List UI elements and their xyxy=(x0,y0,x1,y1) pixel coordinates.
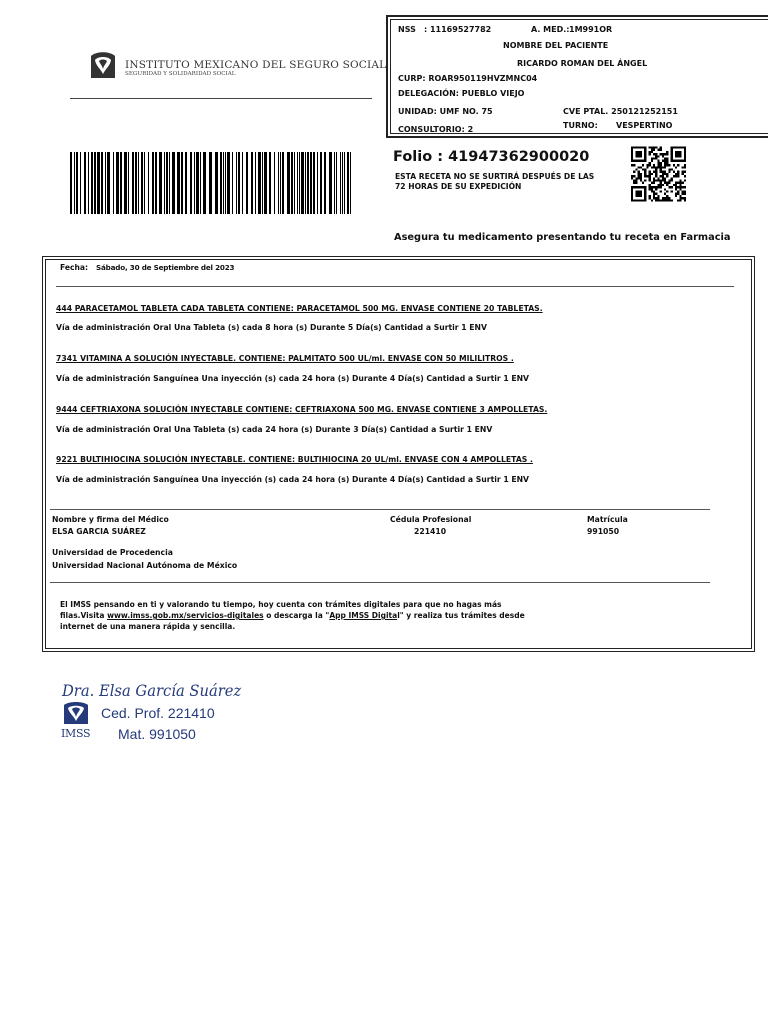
folio-expiry-note: ESTA RECETA NO SE SURTIRÁ DESPUÉS DE LAS 72 HORAS DE SU EXPEDICIÓN xyxy=(395,172,595,191)
folio-label: Folio : xyxy=(393,149,444,165)
imss-services-link[interactable]: www.imss.gob.mx/servicios-digitales xyxy=(107,611,264,620)
institution-name: INSTITUTO MEXICANO DEL SEGURO SOCIAL xyxy=(125,59,387,71)
delegacion-field: DELEGACIÓN: PUEBLO VIEJO xyxy=(398,89,525,98)
qr-code-image xyxy=(631,146,686,202)
fecha-label: Fecha: xyxy=(60,263,89,272)
amed-label: A. MED.: xyxy=(531,25,570,34)
stamp-cedula: Ced. Prof. 221410 xyxy=(101,705,215,721)
patient-name-label: NOMBRE DEL PACIENTE xyxy=(503,41,609,50)
stamp-imss-logo-icon xyxy=(62,701,90,725)
turno-value: VESPERTINO xyxy=(616,121,673,130)
patient-info-box xyxy=(386,15,768,138)
doctor-name-value: ELSA GARCIA SUÁREZ xyxy=(52,527,146,536)
matricula-value: 991050 xyxy=(587,527,620,536)
doctor-name-label: Nombre y firma del Médico xyxy=(52,515,169,524)
fecha-value: Sábado, 30 de Septiembre del 2023 xyxy=(96,263,235,272)
nss-label: NSS xyxy=(398,25,416,34)
info-text: El IMSS pensando en ti y valorando tu tiempo, hoy cuenta con trámites digitales para que no hagas más filas.Visita xyxy=(60,600,502,620)
universidad-value: Universidad Nacional Autónoma de México xyxy=(52,561,238,570)
consultorio-field: CONSULTORIO: 2 xyxy=(398,125,474,134)
info-text: l" y realiza tus trámites desde internet de una manera rápida y sencilla. xyxy=(60,611,525,631)
folio-number xyxy=(393,149,589,165)
unidad-field: UNIDAD: UMF NO. 75 xyxy=(398,107,493,116)
cedula-value: 221410 xyxy=(414,527,447,536)
medication-title: 9221 BULTIHIOCINA SOLUCIÓN INYECTABLE. CONTIENE: BULTIHIOCINA 20 UL/ml. ENVASE CON 4 AMPOLLETAS . xyxy=(56,455,533,464)
medications-divider xyxy=(50,509,710,510)
institution-subtitle: SEGURIDAD Y SOLIDARIDAD SOCIAL xyxy=(125,71,236,77)
prescription-date xyxy=(60,263,234,272)
medication-dose: Vía de administración Sanguínea Una inyección (s) cada 24 hora (s) Durante 4 Día(s) Cantidad a Surtir 1 ENV xyxy=(56,374,530,383)
stamp-matricula: Mat. 991050 xyxy=(118,726,196,742)
nss-value: : 11169527782 xyxy=(424,25,492,34)
medication-title: 444 PARACETAMOL TABLETA CADA TABLETA CONTIENE: PARACETAMOL 500 MG. ENVASE CONTIENE 20 TABLETAS. xyxy=(56,304,543,313)
date-divider xyxy=(56,286,734,287)
curp-field: CURP: ROAR950119HVZMNC04 xyxy=(398,74,538,83)
header-divider xyxy=(70,98,372,99)
matricula-label: Matrícula xyxy=(587,515,628,524)
info-text: o descarga la " xyxy=(263,611,330,620)
patient-name-value: RICARDO ROMAN DEL ÁNGEL xyxy=(517,59,648,68)
amed-value: 1M991OR xyxy=(569,25,613,34)
medication-title: 9444 CEFTRIAXONA SOLUCIÓN INYECTABLE CONTIENE: CEFTRIAXONA 500 MG. ENVASE CONTIENE 3 AMPOLLETAS. xyxy=(56,405,548,414)
prescription-frame xyxy=(42,256,755,652)
stamp-doctor-name: Dra. Elsa García Suárez xyxy=(62,681,242,700)
stamp-imss-text: IMSS xyxy=(61,727,91,740)
medication-dose: Vía de administración Sanguínea Una inyección (s) cada 24 hora (s) Durante 4 Día(s) Cantidad a Surtir 1 ENV xyxy=(56,475,530,484)
medication-title: 7341 VITAMINA A SOLUCIÓN INYECTABLE. CONTIENE: PALMITATO 500 UL/ml. ENVASE CON 50 MILILITROS . xyxy=(56,354,514,363)
barcode-image xyxy=(70,152,351,214)
folio-value: 41947362900020 xyxy=(448,149,590,165)
cve-ptal-field: CVE PTAL. 250121252151 xyxy=(563,107,678,116)
medication-dose: Vía de administración Oral Una Tableta (s) cada 8 hora (s) Durante 5 Día(s) Cantidad a Surtir 1 ENV xyxy=(56,323,487,332)
digital-services-info xyxy=(60,599,540,632)
turno-label: TURNO: xyxy=(563,121,598,130)
doctor-divider xyxy=(50,582,710,583)
imss-eagle-logo-icon xyxy=(88,50,118,82)
pharmacy-note: Asegura tu medicamento presentando tu receta en Farmacia xyxy=(394,232,731,243)
cedula-label: Cédula Profesional xyxy=(390,515,472,524)
app-imss-digital-link[interactable]: App IMSS Digita xyxy=(329,611,398,620)
universidad-label: Universidad de Procedencia xyxy=(52,548,173,557)
medication-dose: Vía de administración Oral Una Tableta (s) cada 24 hora (s) Durante 3 Día(s) Cantidad a Surtir 1 ENV xyxy=(56,425,493,434)
